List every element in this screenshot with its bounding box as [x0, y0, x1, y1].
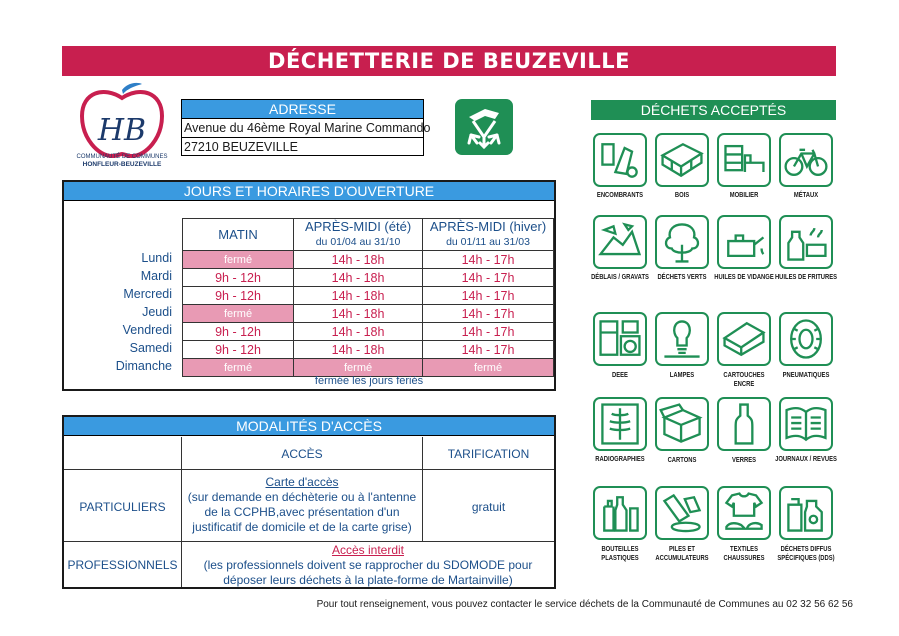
access-section	[62, 415, 556, 589]
tile-label: CARTOUCHES ENCRE	[723, 370, 765, 388]
individuals-label: PARTICULIERS	[79, 500, 166, 514]
opening-hours-section	[62, 180, 556, 391]
day-label: Mercredi	[123, 287, 172, 301]
tile-label: ENCOMBRANTS	[596, 190, 644, 199]
bulky-icon	[593, 133, 647, 187]
tile-label: MOBILIER	[729, 190, 759, 199]
access-header: MODALITÉS D'ACCÈS	[64, 417, 554, 436]
hazardous-icon	[779, 486, 833, 540]
col-winter: APRÈS-MIDI (hiver) du 01/11 au 31/03	[423, 219, 554, 251]
batteries-icon	[655, 486, 709, 540]
tile-label: HUILES DE VIDANGE	[714, 272, 774, 281]
table-row: fermé fermé fermé	[183, 359, 554, 377]
tile-label: VERRES	[731, 455, 757, 464]
textiles-icon	[717, 486, 771, 540]
tire-icon	[779, 312, 833, 366]
tile-label: CARTONS	[667, 455, 697, 464]
tile-label: MÉTAUX	[793, 190, 819, 199]
tile-label: PNEUMATIQUES	[782, 370, 830, 379]
footer-contact: Pour tout renseignement, vous pouvez contacter le service déchets de la Communauté de Communes au 02 32 56 62 56	[316, 599, 853, 610]
accepted-waste-header: DÉCHETS ACCEPTÉS	[591, 100, 836, 120]
table-row: 9h - 12h 14h - 18h 14h - 17h	[183, 269, 554, 287]
tile-label: DÉCHETS VERTS	[657, 272, 707, 281]
col-pricing: TARIFICATION	[447, 447, 530, 461]
oil-can-icon	[717, 215, 771, 269]
table-row: 9h - 12h 14h - 18h 14h - 17h	[183, 323, 554, 341]
appliances-icon	[593, 312, 647, 366]
holiday-note: fermée les jours feriés	[314, 375, 424, 387]
rubble-icon	[593, 215, 647, 269]
bicycle-icon	[779, 133, 833, 187]
tile-label: LAMPES	[669, 370, 695, 379]
carton-icon	[655, 397, 709, 451]
tile-label: JOURNAUX / REVUES	[775, 454, 837, 463]
newspaper-icon	[779, 397, 833, 451]
tile-label: DEEE	[612, 370, 628, 379]
plastic-bottles-icon	[593, 486, 647, 540]
professionals-access: Accès interdit (les professionnels doivent se rapprocher du SDOMODE pour déposer leurs déchets à la plate-forme de Martainville)	[203, 543, 533, 587]
glass-bottle-icon	[717, 397, 771, 451]
table-row: 9h - 12h 14h - 18h 14h - 17h	[183, 287, 554, 305]
logo-caption: COMMUNAUTÉ DE COMMUNES HONFLEUR-BEUZEVILLE	[76, 154, 168, 168]
day-label: Lundi	[141, 251, 172, 265]
furniture-icon	[717, 133, 771, 187]
table-row: fermé 14h - 18h 14h - 17h	[183, 305, 554, 323]
tile-label: BOUTEILLES PLASTIQUES	[601, 544, 639, 562]
xray-icon	[593, 397, 647, 451]
day-label: Mardi	[140, 269, 172, 283]
address-line-2: 27210 BEUZEVILLE	[182, 137, 423, 155]
col-access: ACCÈS	[281, 447, 323, 461]
day-label: Jeudi	[142, 305, 172, 319]
day-label: Samedi	[129, 341, 172, 355]
tile-label: DÉBLAIS / GRAVATS	[591, 272, 649, 281]
tile-label: PILES ET ACCUMULATEURS	[655, 544, 709, 562]
professionals-label: PROFESSIONNELS	[67, 558, 178, 572]
tile-label: DÉCHETS DIFFUS SPÉCIFIQUES (DDS)	[777, 544, 835, 562]
tile-label: BOIS	[674, 190, 690, 199]
col-morning: MATIN	[183, 219, 294, 251]
day-label: Dimanche	[115, 359, 172, 373]
hours-header: JOURS ET HORAIRES D'OUVERTURE	[64, 182, 554, 201]
tree-icon	[655, 215, 709, 269]
recycle-icon	[455, 99, 513, 155]
tile-label: HUILES DE FRITURES	[774, 272, 838, 281]
address-header: ADRESSE	[182, 100, 423, 119]
logo-text: HB	[97, 113, 147, 148]
individuals-access: Carte d'accès (sur demande en déchèterie ou à l'antenne de la CCPHB,avec présentation d'un justificatif de domicile et de la carte grise)	[187, 475, 417, 534]
frying-oil-icon	[779, 215, 833, 269]
address-box	[181, 99, 431, 156]
ink-cartridge-icon	[717, 312, 771, 366]
address-line-1: Avenue du 46ème Royal Marine Commando	[184, 121, 431, 135]
lamp-icon	[655, 312, 709, 366]
tile-label: TEXTILES CHAUSSURES	[723, 544, 765, 562]
hours-table	[182, 218, 554, 377]
col-summer: APRÈS-MIDI (été) du 01/04 au 31/10	[294, 219, 423, 251]
page-title: DÉCHETTERIE DE BEUZEVILLE	[62, 46, 836, 76]
individuals-pricing: gratuit	[471, 500, 506, 514]
table-row: 9h - 12h 14h - 18h 14h - 17h	[183, 341, 554, 359]
tile-label: RADIOGRAPHIES	[595, 454, 645, 463]
wood-pallet-icon	[655, 133, 709, 187]
day-label: Vendredi	[122, 323, 172, 337]
table-row: fermé 14h - 18h 14h - 17h	[183, 251, 554, 269]
